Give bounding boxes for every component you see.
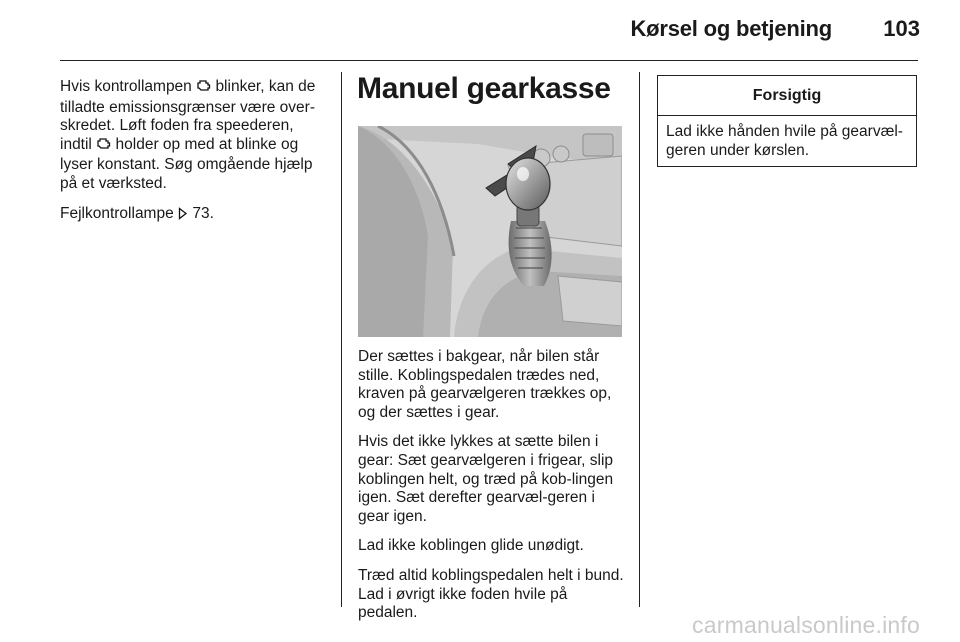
- column-left: [60, 78, 326, 236]
- emission-warning-paragraph: Hvis kontrollampen blinker, kan de tilladte emissionsgrænser være over-skredet. Løft foden fra speederen, indtil holder op med at blinke og lyser konstant. Søg omgående hjælp på et værksted.: [60, 78, 316, 192]
- column-divider-left: [341, 72, 342, 607]
- caution-box: [657, 75, 917, 167]
- engine-warning-lamp-icon: [96, 137, 111, 157]
- section-body: [358, 348, 626, 634]
- caution-text: Lad ikke hånden hvile på gearvæl-geren under kørslen.: [666, 123, 903, 159]
- body-paragraph: Der sættes i bakgear, når bilen står stille. Koblingspedalen trædes ned, kraven på gearvælgeren trækkes op, og der sættes i gear.: [358, 348, 612, 421]
- body-paragraph: Lad ikke koblingen glide unødigt.: [358, 537, 584, 555]
- watermark: carmanualsonline.info: [692, 612, 920, 638]
- body-paragraph: Hvis det ikke lykkes at sætte bilen i gear: Sæt gearvælgeren i frigear, slip koblingen helt, og træd på kob-lingen igen. Sæt derefter gearvæl-geren i gear igen.: [358, 433, 614, 525]
- header-rule: [60, 60, 918, 61]
- gear-lever-illustration: [358, 126, 622, 337]
- page-reference-arrow-icon: [178, 207, 188, 226]
- column-divider-right: [639, 72, 640, 607]
- page-number: 103: [883, 16, 920, 41]
- page-header-title: Kørsel og betjening: [630, 16, 832, 41]
- caution-title: Forsigtig: [658, 76, 916, 116]
- engine-warning-lamp-icon: [196, 79, 211, 99]
- body-paragraph: Træd altid koblingspedalen helt i bund. Lad i øvrigt ikke foden hvile på pedalen.: [358, 566, 624, 622]
- section-title: Manuel gearkasse: [357, 72, 611, 105]
- cross-reference[interactable]: Fejlkontrollampe 73.: [60, 205, 326, 226]
